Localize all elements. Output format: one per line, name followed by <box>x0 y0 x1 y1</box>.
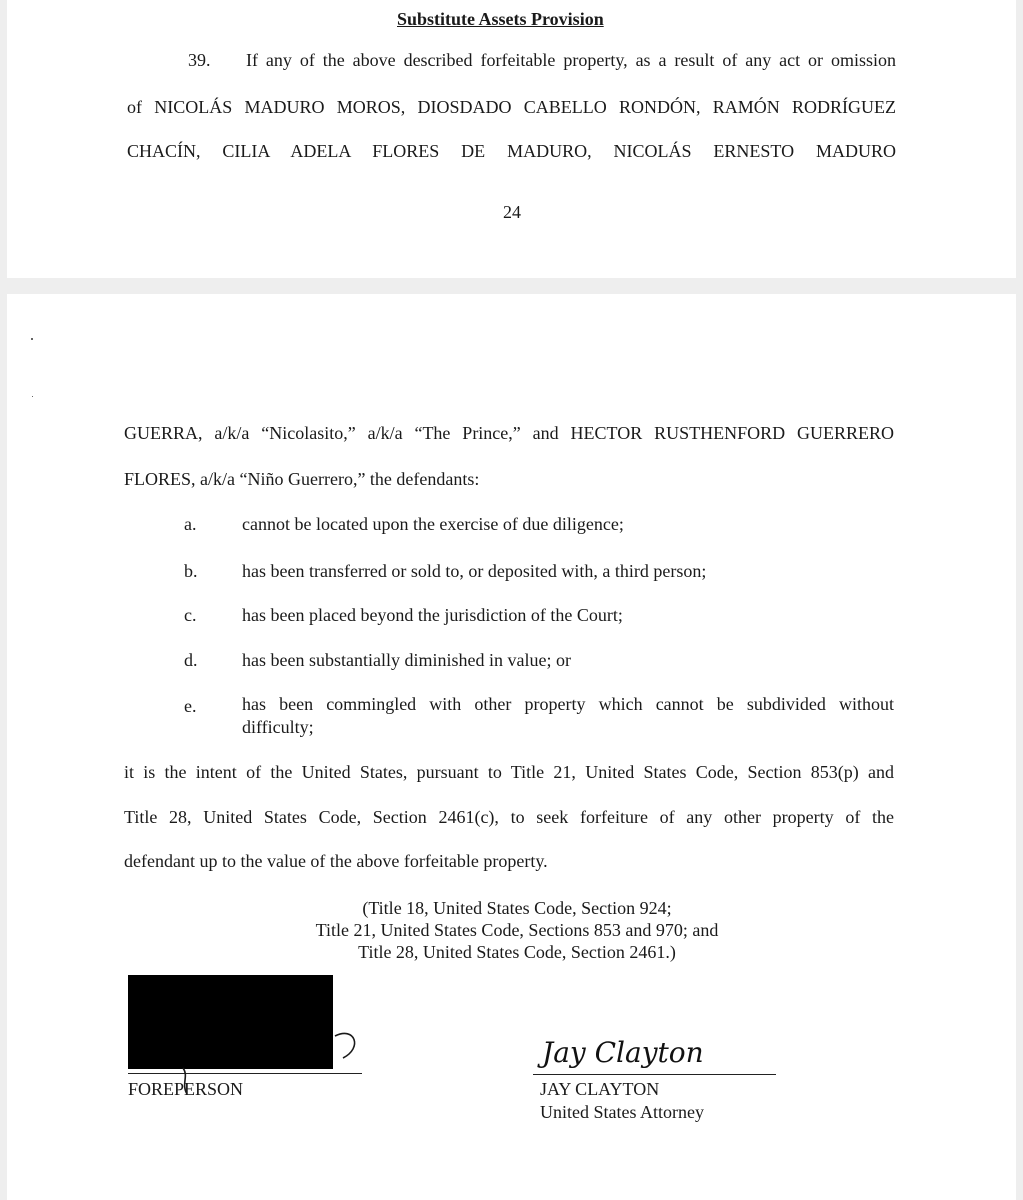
list-item-text: has been commingled with other property which cannot be subdivided without <box>242 694 894 714</box>
list-item-letter: a. <box>184 514 197 534</box>
attorney-signature-line <box>533 1074 776 1075</box>
section-heading: Substitute Assets Provision <box>397 9 604 29</box>
continuation-line-1: GUERRA, a/k/a “Nicolasito,” a/k/a “The Prince,” and HECTOR RUSTHENFORD GUERRERO <box>124 423 894 443</box>
redaction-box <box>128 975 333 1069</box>
signature-stroke <box>179 1066 193 1096</box>
citation-line-2: Title 21, United States Code, Sections 853 and 970; and <box>315 920 719 940</box>
attorney-name: JAY CLAYTON <box>540 1079 660 1099</box>
signature-flourish <box>327 1022 367 1062</box>
list-item-letter: e. <box>184 696 197 716</box>
closing-line-3: defendant up to the value of the above forfeitable property. <box>124 851 548 871</box>
closing-line-1: it is the intent of the United States, pursuant to Title 21, United States Code, Section 853(p) and <box>124 762 894 782</box>
list-item-text-continued: difficulty; <box>242 717 314 737</box>
paragraph-line-3: CHACÍN, CILIA ADELA FLORES DE MADURO, NICOLÁS ERNESTO MADURO <box>127 141 896 161</box>
list-item-letter: c. <box>184 605 197 625</box>
list-item-text: has been placed beyond the jurisdiction of the Court; <box>242 605 623 625</box>
citation-line-3: Title 28, United States Code, Section 2461.) <box>358 942 676 962</box>
scan-speck <box>31 338 33 340</box>
paragraph-line-2: of NICOLÁS MADURO MOROS, DIOSDADO CABELLO RONDÓN, RAMÓN RODRÍGUEZ <box>127 97 896 117</box>
attorney-handwritten-signature: Jay Clayton <box>542 1036 704 1069</box>
citation-line-1: (Title 18, United States Code, Section 924; <box>362 898 672 918</box>
continuation-line-2: FLORES, a/k/a “Niño Guerrero,” the defendants: <box>124 469 480 489</box>
foreperson-label: FOREPERSON <box>128 1079 244 1099</box>
attorney-title: United States Attorney <box>540 1102 704 1122</box>
list-item-text: cannot be located upon the exercise of due diligence; <box>242 514 624 534</box>
foreperson-signature-line <box>128 1073 362 1074</box>
document-page-25 <box>7 294 1016 1200</box>
list-item-letter: d. <box>184 650 198 670</box>
paragraph-number: 39. <box>188 50 211 70</box>
list-item-text: has been substantially diminished in value; or <box>242 650 571 670</box>
list-item-text: has been transferred or sold to, or deposited with, a third person; <box>242 561 707 581</box>
paragraph-line-1: If any of the above described forfeitable property, as a result of any act or omission <box>246 50 896 70</box>
closing-line-2: Title 28, United States Code, Section 2461(c), to seek forfeiture of any other property of the <box>124 807 894 827</box>
list-item-letter: b. <box>184 561 198 581</box>
scan-speck <box>32 396 33 397</box>
page-number: 24 <box>503 202 521 222</box>
document-page-24 <box>7 0 1016 278</box>
